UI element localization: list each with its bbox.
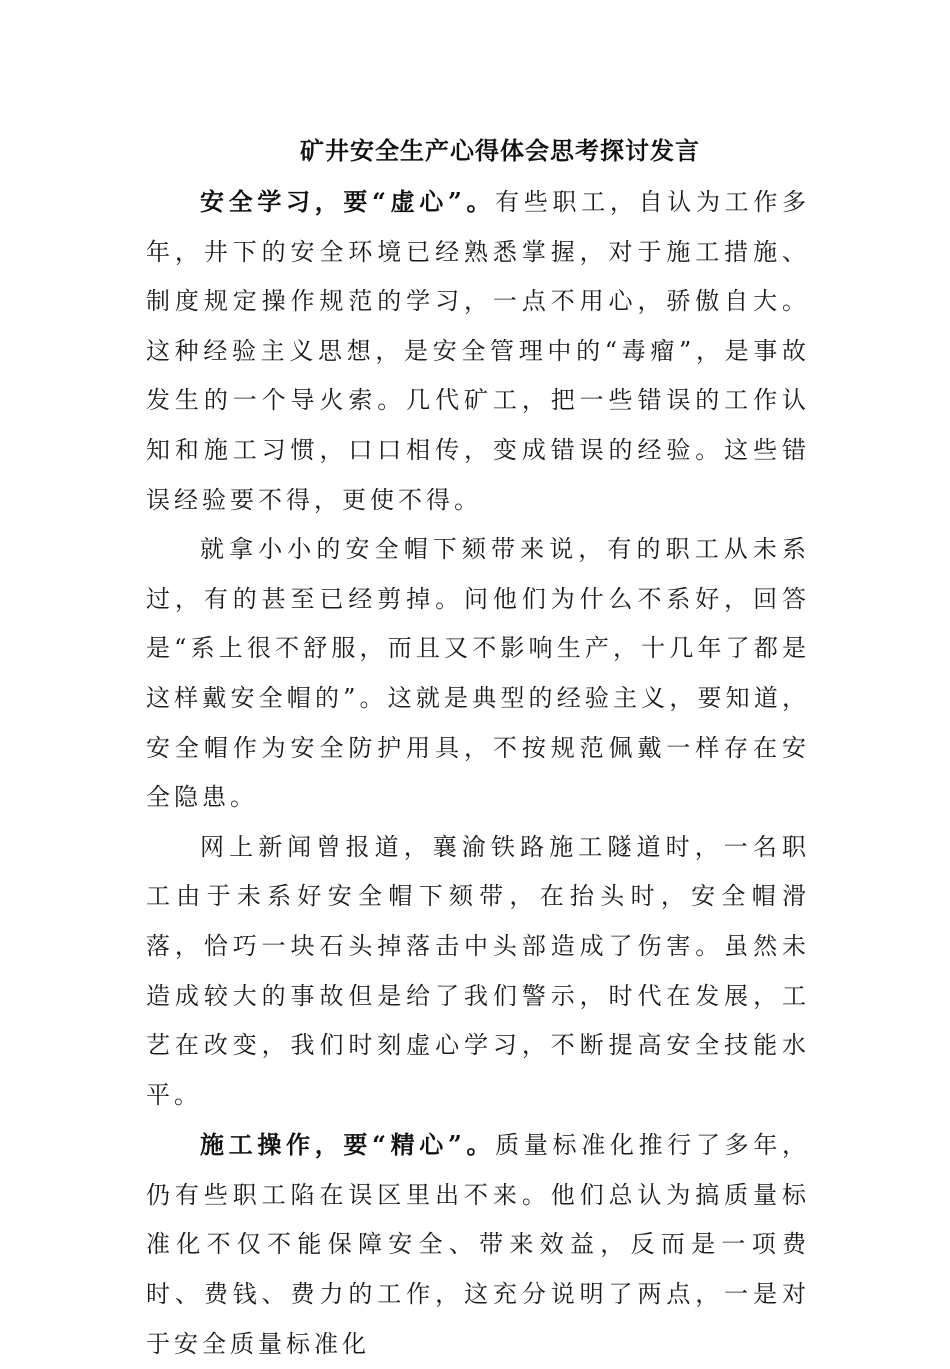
paragraph-2-text: 就拿小小的安全帽下颏带来说，有的职工从未系过，有的甚至已经剪掉。问他们为什么不系好，回答是“系上很不舒服，而且又不影响生产，十几年了都是这样戴安全帽的”。这就是典型的经验主义，要知道，安全帽作为安全防护用具，不按规范佩戴一样存在安全隐患。: [146, 535, 810, 812]
paragraph-2: [146, 525, 810, 823]
paragraph-3-text: 网上新闻曾报道，襄渝铁路施工隧道时，一名职工由于未系好安全帽下颏带，在抬头时，安全帽滑落，恰巧一块石头掉落击中头部造成了伤害。虽然未造成较大的事故但是给了我们警示，时代在发展，工艺在改变，我们时刻虚心学习，不断提高安全技能水平。: [146, 832, 810, 1109]
document-body: [146, 177, 810, 1369]
paragraph-3: [146, 823, 810, 1121]
paragraph-1-text: 有些职工，自认为工作多年，井下的安全环境已经熟悉掌握，对于施工措施、制度规定操作规范的学习，一点不用心，骄傲自大。这种经验主义思想，是安全管理中的“毒瘤”，是事故发生的一个导火索。几代矿工，把一些错误的工作认知和施工习惯，口口相传，变成错误的经验。这些错误经验要不得，更使不得。: [146, 188, 811, 514]
document-title: 矿井安全生产心得体会思考探讨发言: [300, 136, 700, 165]
paragraph-4: [146, 1120, 810, 1369]
paragraph-1: [146, 177, 810, 525]
paragraph-4-lead: 施工操作，要“精心”。: [200, 1130, 496, 1160]
paragraph-4-text: 质量标准化推行了多年，仍有些职工陷在误区里出不来。他们总认为搞质量标准化不仅不能保障安全、带来效益，反而是一项费时、费钱、费力的工作，这充分说明了两点，一是对于安全质量标准化: [146, 1131, 811, 1358]
paragraph-1-lead: 安全学习，要“虚心”。: [200, 187, 496, 216]
